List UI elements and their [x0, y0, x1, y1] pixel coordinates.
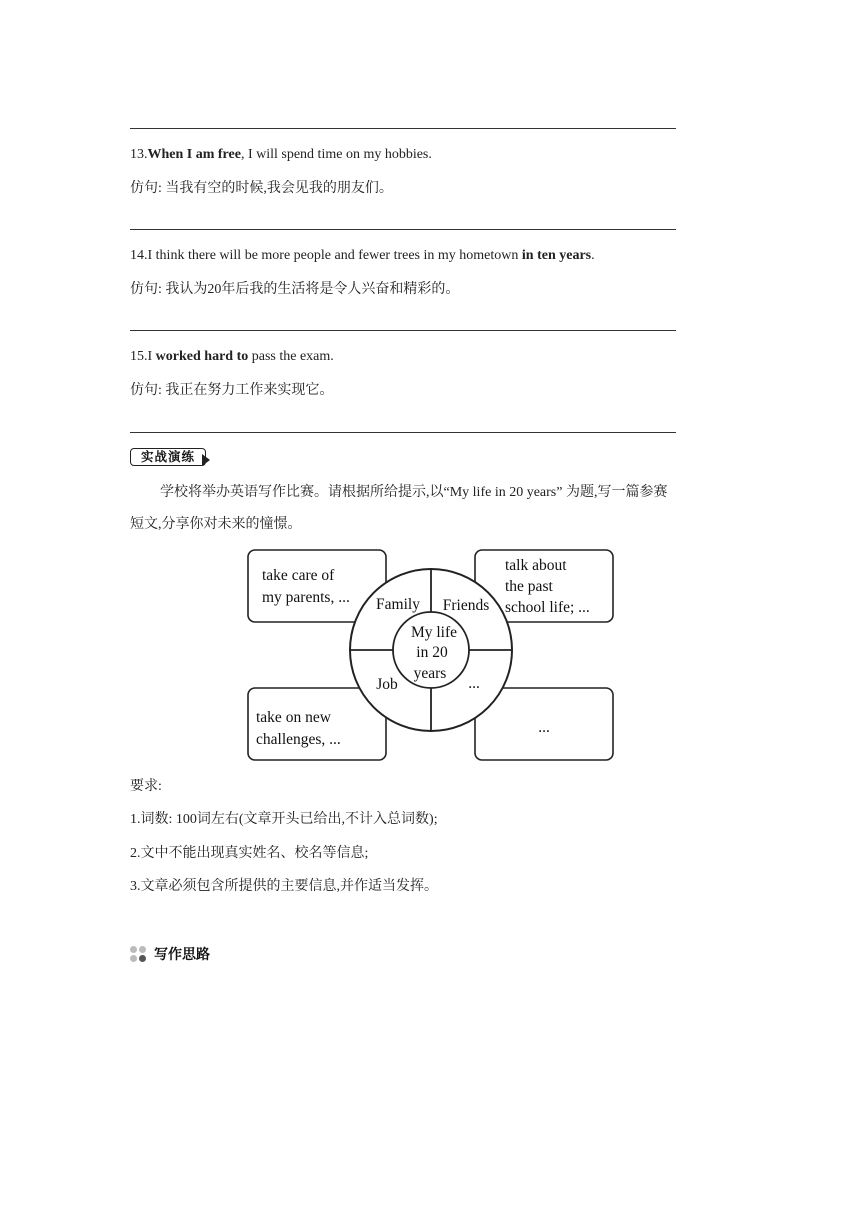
answer-line-13	[130, 229, 676, 230]
key-phrase: worked hard to	[155, 349, 249, 364]
box-top-left-line-2: my parents, ...	[262, 589, 350, 606]
requirement-item-3: 3.文章必须包含所提供的主要信息,并作适当发挥。	[130, 879, 438, 894]
requirements-heading: 要求:	[130, 779, 162, 794]
box-top-right-line-1: talk about	[505, 557, 567, 574]
writing-prompt-line-1: 学校将举办英语写作比赛。请根据所给提示,以“My life in 20 years” 为题,写一篇参赛	[160, 485, 668, 500]
badge-arrow-icon	[202, 454, 210, 466]
exercise-13-imitation: 仿句: 当我有空的时候,我会见我的朋友们。	[130, 181, 393, 196]
writing-ideas-section	[130, 946, 210, 964]
center-line-2: in 20	[416, 644, 448, 661]
requirement-item-2: 2.文中不能出现真实姓名、校名等信息;	[130, 846, 369, 861]
center-line-1: My life	[410, 624, 458, 641]
exercise-14-imitation: 仿句: 我认为20年后我的生活将是令人兴奋和精彩的。	[130, 282, 460, 297]
ring-label-job: Job	[376, 676, 398, 693]
box-bottom-left-line-1: take on new	[256, 709, 331, 726]
practice-badge-label: 实战演练	[130, 448, 206, 466]
requirement-item-1: 1.词数: 100词左右(文章开头已给出,不计入总词数);	[130, 812, 438, 827]
key-phrase: in ten years	[521, 248, 592, 263]
center-line-3: years	[413, 665, 447, 682]
four-dots-icon	[130, 946, 148, 964]
box-top-right-line-2: the past	[505, 578, 553, 595]
ring-label-family: Family	[376, 596, 420, 613]
exercise-13-sentence: 13.When I am free, I will spend time on my hobbies.	[130, 147, 432, 162]
box-bottom-right-line-1: ...	[538, 719, 550, 736]
box-bottom-left-line-2: challenges, ...	[256, 731, 341, 748]
answer-line-12	[130, 128, 676, 129]
practice-badge	[130, 448, 208, 466]
ring-label-more: ...	[468, 675, 480, 692]
ring-label-friends: Friends	[442, 597, 490, 614]
box-top-right-line-3: school life; ...	[505, 599, 590, 616]
exercise-15-imitation: 仿句: 我正在努力工作来实现它。	[130, 383, 334, 398]
exercise-14-sentence: 14.I think there will be more people and fewer trees in my hometown in ten years.	[130, 248, 595, 263]
answer-line-15	[130, 432, 676, 433]
box-top-left-line-1: take care of	[262, 567, 335, 584]
answer-line-14	[130, 330, 676, 331]
mind-map-diagram	[246, 548, 616, 764]
section-title-text: 写作思路	[154, 947, 210, 963]
exercise-15-sentence: 15.I worked hard to pass the exam.	[130, 349, 334, 364]
writing-prompt-line-2: 短文,分享你对未来的憧憬。	[130, 517, 302, 532]
key-phrase: When I am free	[147, 147, 241, 162]
